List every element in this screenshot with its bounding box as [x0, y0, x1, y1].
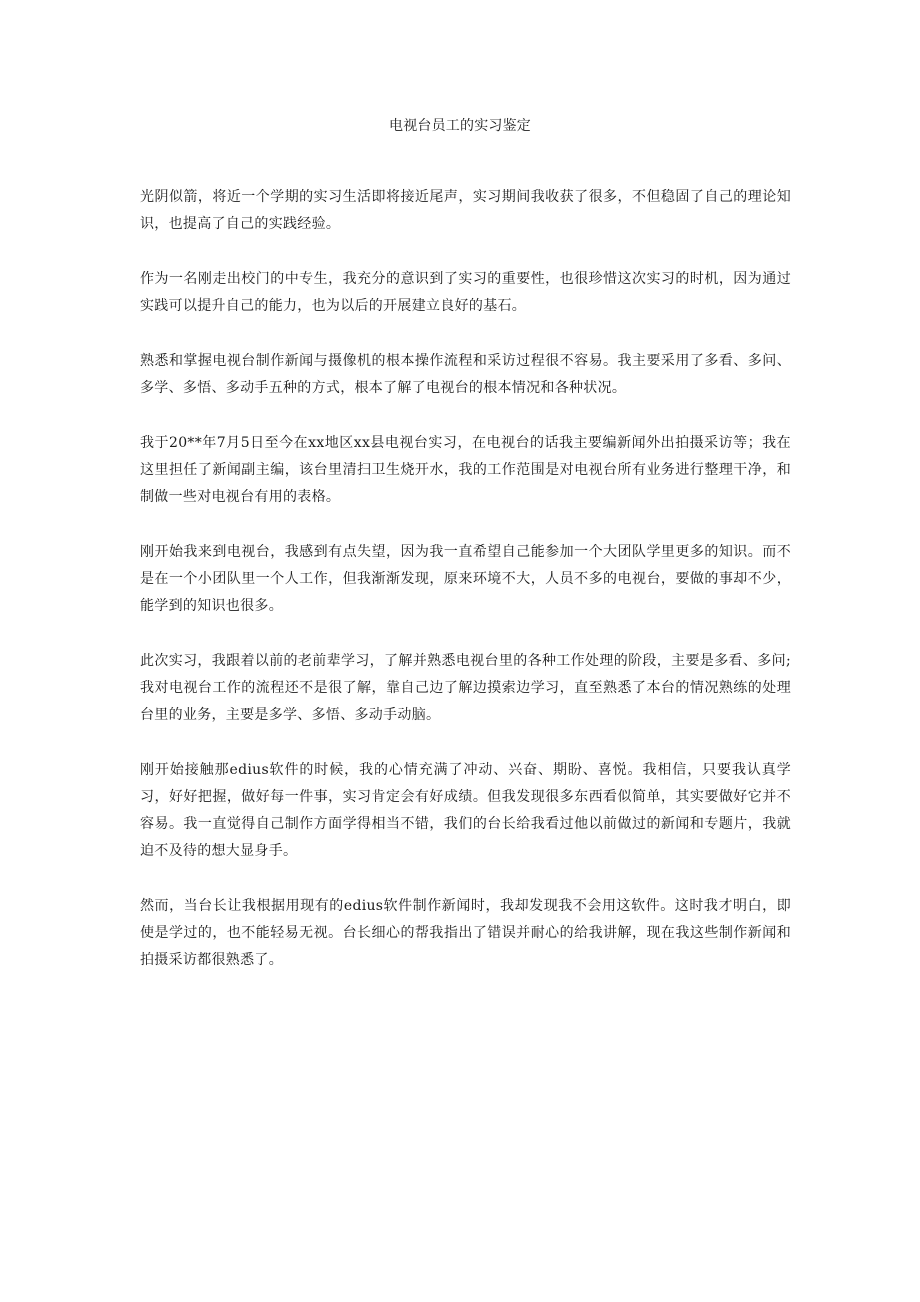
paragraph: 此次实习，我跟着以前的老前辈学习，了解并熟悉电视台里的各种工作处理的阶段，主要是多看、多问;我对电视台工作的流程还不是很了解，靠自己边了解边摸索边学习，直至熟悉了本台的情况熟练的处理台里的业务，主要是多学、多悟、多动手动脑。 — [140, 653, 791, 723]
paragraph: 熟悉和掌握电视台制作新闻与摄像机的根本操作流程和采访过程很不容易。我主要采用了多看、多问、多学、多悟、多动手五种的方式，根本了解了电视台的根本情况和各种状况。 — [140, 353, 791, 396]
paragraph: 刚开始接触那edius软件的时候，我的心情充满了冲动、兴奋、期盼、喜悦。我相信，只要我认真学习，好好把握，做好每一件事，实习肯定会有好成绩。但我发现很多东西看似简单，其实要做好它并不容易。我一直觉得自己制作方面学得相当不错，我们的台长给我看过他以前做过的新闻和专题片，我就迫不及待的想大显身手。 — [140, 762, 791, 859]
paragraph: 我于20**年7月5日至今在xx地区xx县电视台实习，在电视台的话我主要编新闻外出拍摄采访等；我在这里担任了新闻副主编，该台里清扫卫生烧开水，我的工作范围是对电视台所有业务进行整理干净，和制做一些对电视台有用的表格。 — [140, 435, 791, 505]
document-body — [140, 184, 791, 1002]
document-title: 电视台员工的实习鉴定 — [389, 118, 531, 134]
paragraph: 然而，当台长让我根据用现有的edius软件制作新闻时，我却发现我不会用这软件。这时我才明白，即使是学过的，也不能轻易无视。台长细心的帮我指出了错误并耐心的给我讲解，现在我这些制作新闻和拍摄采访都很熟悉了。 — [140, 898, 791, 968]
paragraph: 光阴似箭，将近一个学期的实习生活即将接近尾声，实习期间我收获了很多，不但稳固了自己的理论知识，也提高了自己的实践经验。 — [140, 189, 791, 232]
paragraph: 作为一名刚走出校门的中专生，我充分的意识到了实习的重要性，也很珍惜这次实习的时机，因为通过实践可以提升自己的能力，也为以后的开展建立良好的基石。 — [140, 271, 791, 314]
paragraph: 刚开始我来到电视台，我感到有点失望，因为我一直希望自己能参加一个大团队学里更多的知识。而不是在一个小团队里一个人工作，但我渐渐发现，原来环境不大，人员不多的电视台，要做的事却不少，能学到的知识也很多。 — [140, 544, 791, 614]
